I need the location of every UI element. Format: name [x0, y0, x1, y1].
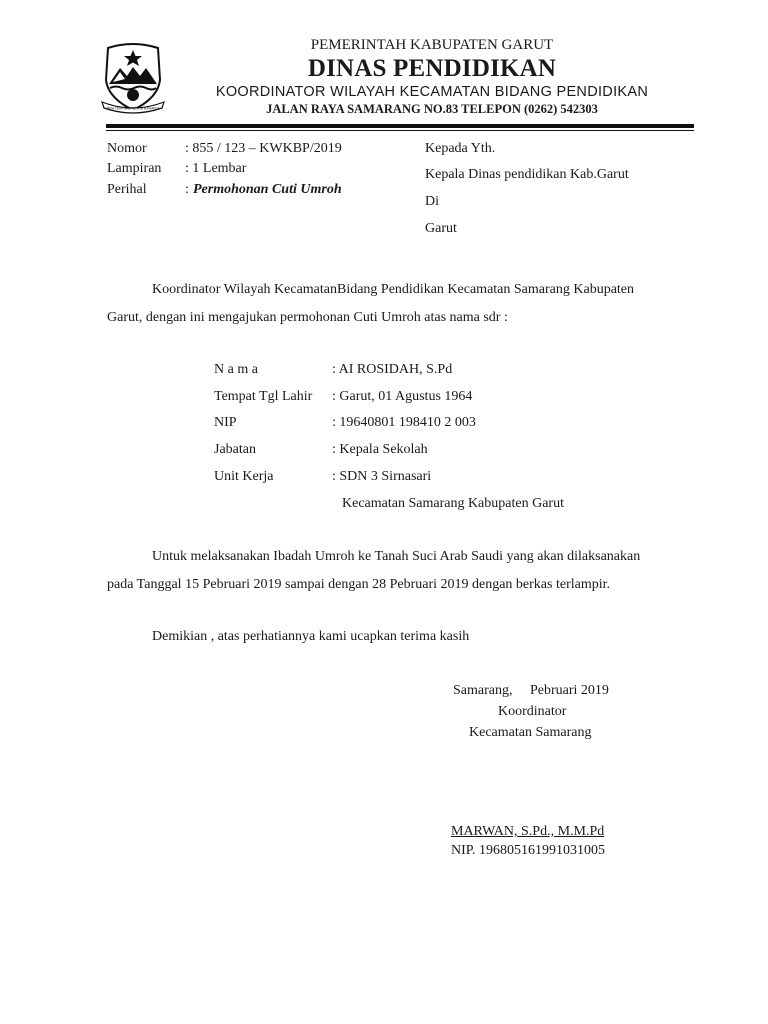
- detail-label-jabatan: Jabatan: [214, 442, 256, 457]
- detail-label-ttl: Tempat Tgl Lahir: [214, 389, 313, 404]
- detail-value-jabatan: : Kepala Sekolah: [332, 442, 428, 457]
- signature-nip: NIP. 196805161991031005: [451, 843, 606, 858]
- recipient-line-4: Garut: [425, 221, 457, 236]
- signature-place-date: Samarang, Pebruari 2019: [453, 683, 609, 698]
- letterhead-office: KOORDINATOR WILAYAH KECAMATAN BIDANG PENDIDIKAN: [215, 84, 649, 100]
- perihal-value: Permohonan Cuti Umroh: [193, 182, 342, 197]
- closing-line: Demikian , atas perhatiannya kami ucapkan terima kasih: [152, 629, 470, 644]
- letterhead-address: JALAN RAYA SAMARANG NO.83 TELEPON (0262) 542303: [266, 102, 598, 116]
- recipient-line-3: Di: [425, 194, 439, 209]
- detail-value-nip: : 19640801 198410 2 003: [332, 415, 476, 430]
- svg-text:TATA TENTRAM KERTA RAHARJA: TATA TENTRAM KERTA RAHARJA: [106, 106, 160, 111]
- letterhead-divider-thick: [106, 124, 694, 128]
- detail-label-nip: NIP: [214, 415, 237, 430]
- garut-regency-emblem-icon: [100, 40, 166, 114]
- recipient-line-2: Kepala Dinas pendidikan Kab.Garut: [425, 167, 629, 182]
- detail-label-unit: Unit Kerja: [214, 469, 274, 484]
- letterhead-divider-thin: [106, 130, 694, 131]
- nomor-label: Nomor: [107, 141, 147, 156]
- nomor-value: : 855 / 123 – KWKBP/2019: [185, 141, 342, 156]
- lampiran-value: : 1 Lembar: [185, 161, 247, 176]
- perihal-label: Perihal: [107, 182, 147, 197]
- purpose-line-2: pada Tanggal 15 Pebruari 2019 sampai dengan 28 Pebruari 2019 dengan berkas terlampir.: [107, 577, 611, 592]
- detail-value-unit-cont: Kecamatan Samarang Kabupaten Garut: [342, 496, 564, 511]
- letterhead-government: PEMERINTAH KABUPATEN GARUT: [310, 37, 554, 53]
- detail-value-unit: : SDN 3 Sirnasari: [332, 469, 432, 484]
- signature-title-1: Koordinator: [498, 704, 567, 719]
- intro-line-2: Garut, dengan ini mengajukan permohonan Cuti Umroh atas nama sdr :: [107, 310, 508, 325]
- purpose-line-1: Untuk melaksanakan Ibadah Umroh ke Tanah Suci Arab Saudi yang akan dilaksanakan: [152, 549, 641, 564]
- lampiran-label: Lampiran: [107, 161, 162, 176]
- detail-label-nama: N a m a: [214, 362, 258, 377]
- intro-line-1: Koordinator Wilayah KecamatanBidang Pendidikan Kecamatan Samarang Kabupaten: [152, 282, 635, 297]
- signature-title-2: Kecamatan Samarang: [469, 725, 592, 740]
- perihal-colon: :: [185, 182, 189, 197]
- detail-value-nama: : AI ROSIDAH, S.Pd: [332, 362, 453, 377]
- recipient-line-1: Kepada Yth.: [425, 141, 496, 156]
- letterhead-agency: DINAS PENDIDIKAN: [307, 55, 557, 82]
- signature-name: MARWAN, S.Pd., M.M.Pd: [451, 824, 605, 839]
- detail-value-ttl: : Garut, 01 Agustus 1964: [332, 389, 473, 404]
